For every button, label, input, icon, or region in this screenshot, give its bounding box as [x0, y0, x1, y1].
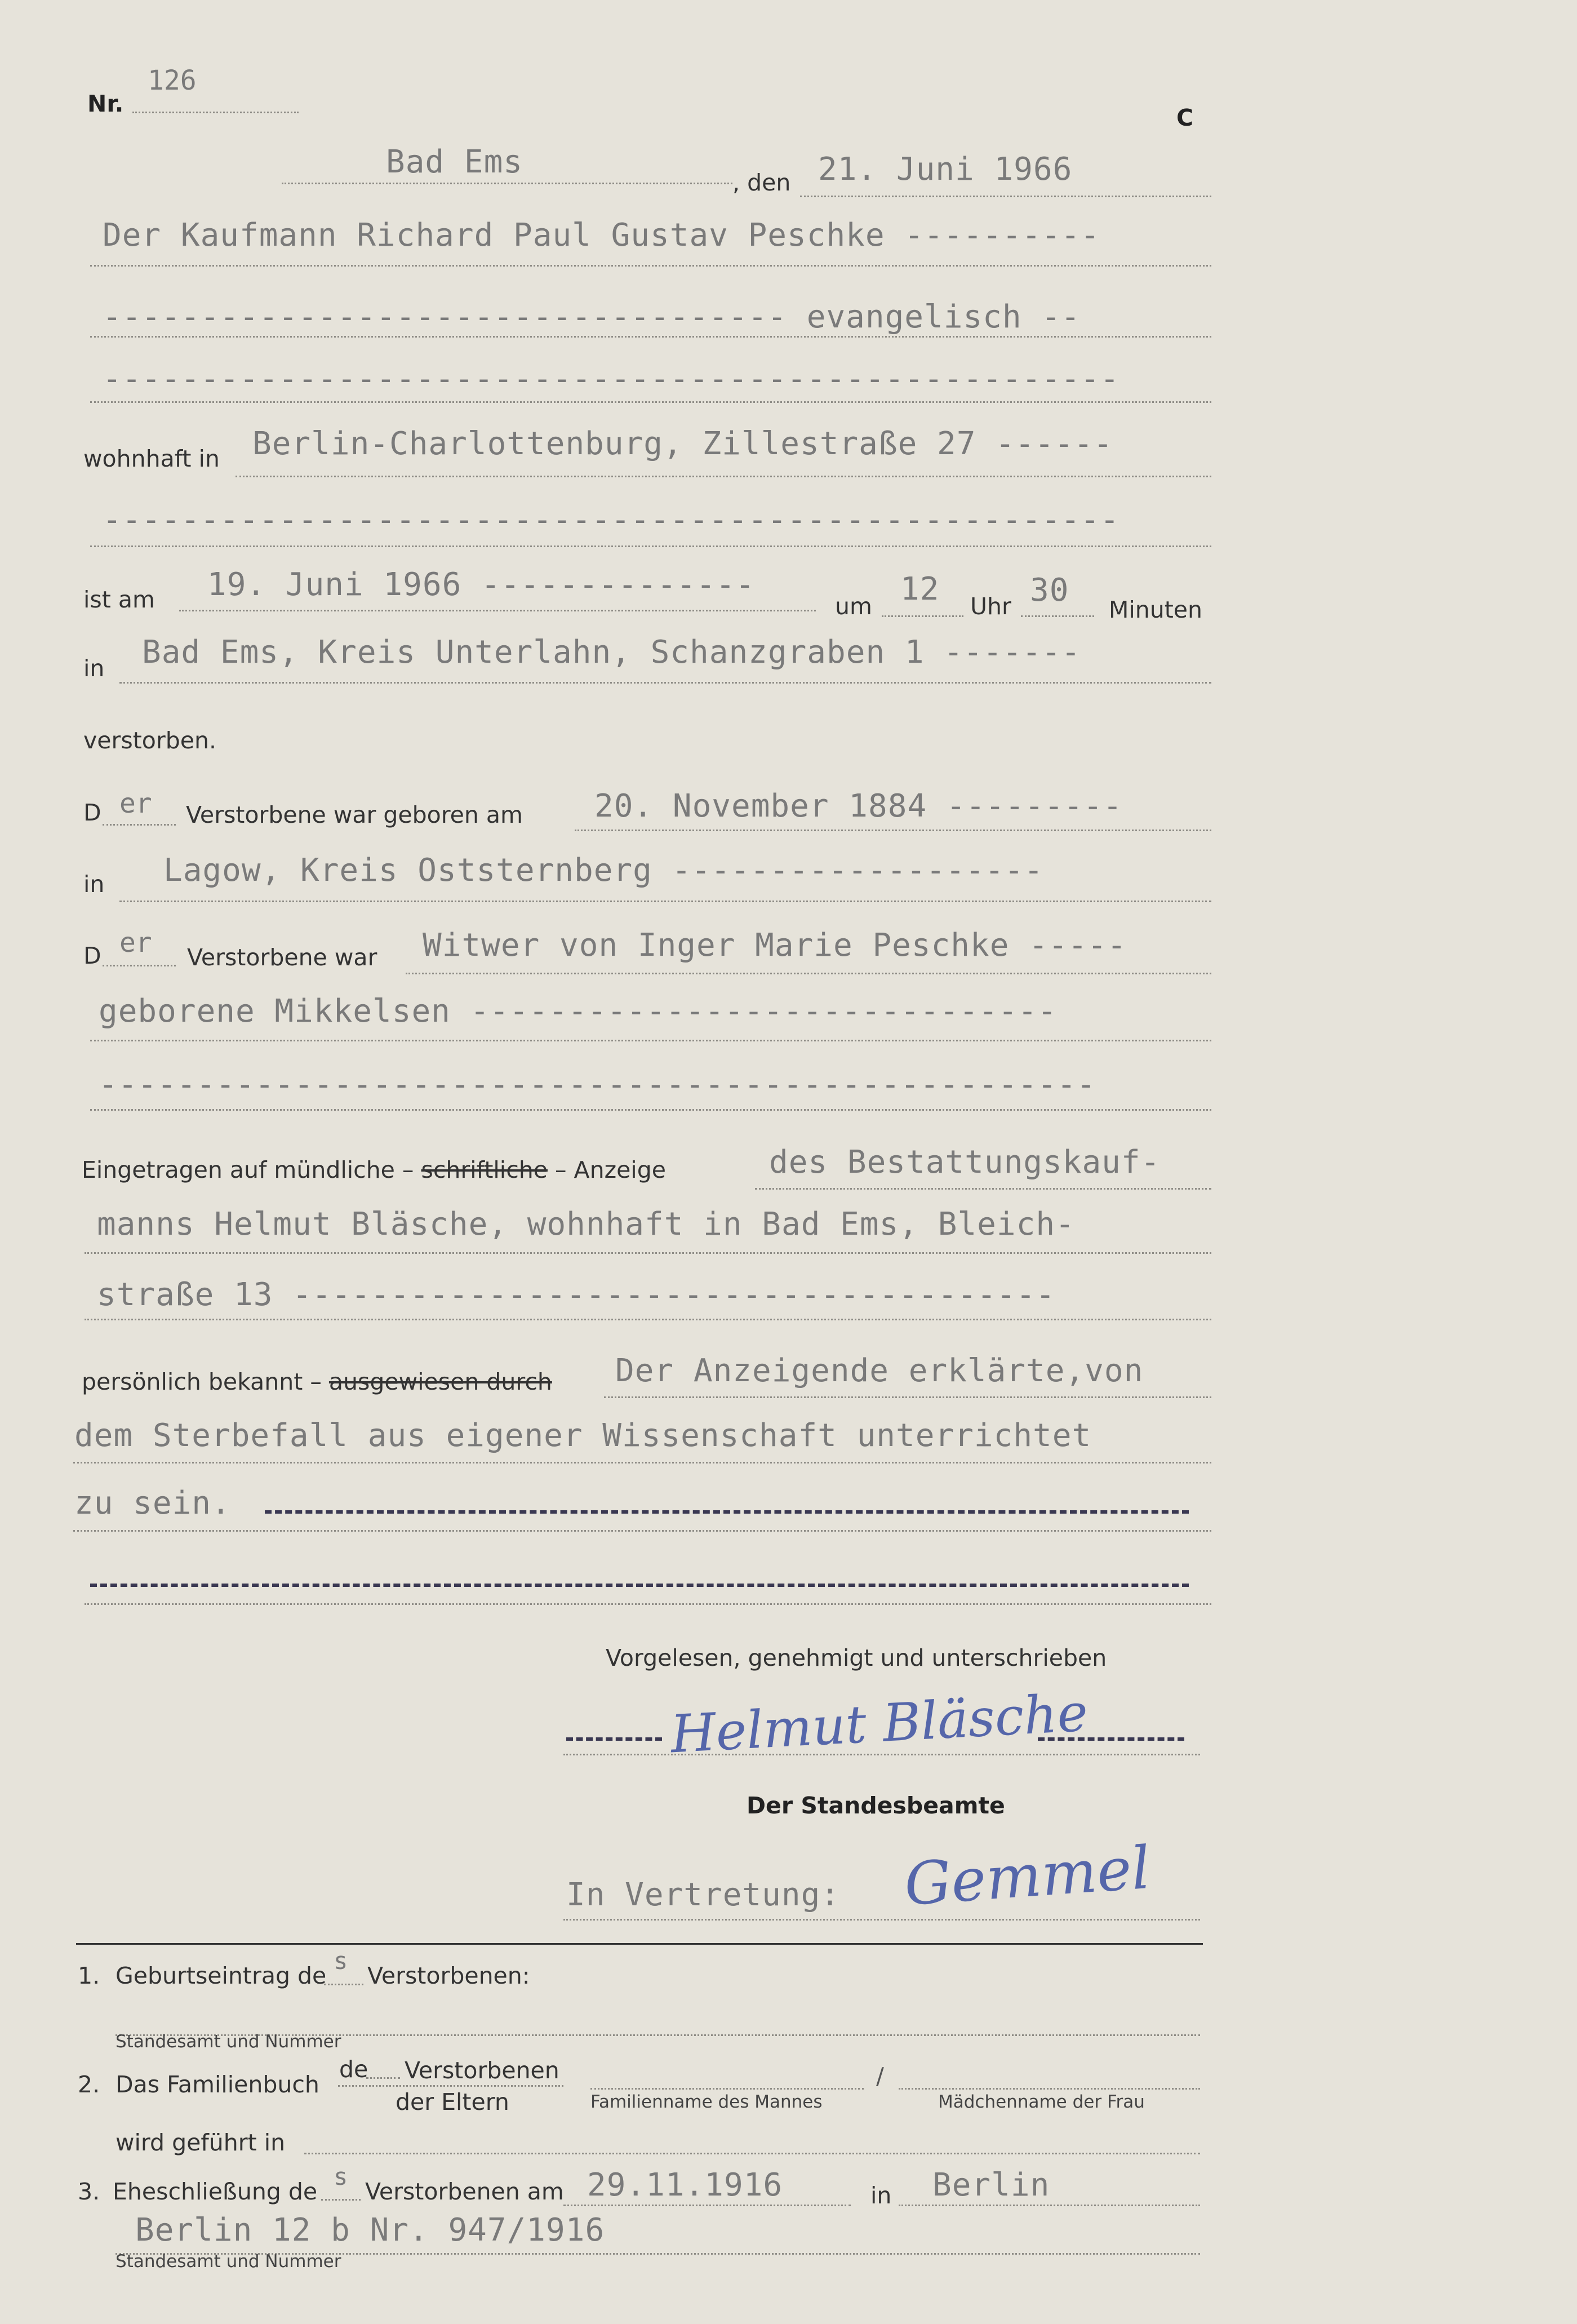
- informant-signature: Helmut Bläsche: [669, 1682, 1090, 1765]
- date-label: , den: [732, 169, 791, 196]
- note-3-date: 29.11.1916: [587, 2167, 783, 2203]
- death-date-value: 19. Juni 1966 --------------: [207, 566, 756, 603]
- report-line-3: straße 13 ---------------------------------------: [97, 1276, 1056, 1313]
- born-label: Verstorbene war geboren am: [186, 801, 523, 828]
- birth-suffix: er: [119, 788, 152, 819]
- report-line-3-rule: [85, 1319, 1211, 1320]
- uhr-label: Uhr: [970, 593, 1011, 620]
- note-1-label-b: Verstorbenen:: [367, 1962, 530, 1989]
- note-3-date-rule: [563, 2205, 851, 2206]
- date-value: 21. Juni 1966: [818, 151, 1073, 188]
- report-prefix: Eingetragen auf mündliche –: [82, 1156, 414, 1183]
- identity-line-4-rule: [85, 1603, 1211, 1605]
- marital-line-2: geborene Mikkelsen ------------------------------: [99, 993, 1058, 1030]
- note-2-label: Das Familienbuch: [116, 2071, 319, 2098]
- nr-line: [132, 112, 299, 113]
- marital-line-3-rule: [90, 1109, 1211, 1111]
- informant-signature-rule: [563, 1754, 1200, 1755]
- note-3-suffix: s: [334, 2163, 348, 2190]
- death-place-label: in: [83, 655, 105, 682]
- note-3-label-b: Verstorbenen am: [365, 2178, 564, 2205]
- nr-value: 126: [148, 65, 197, 96]
- note-2-number: 2.: [78, 2071, 100, 2098]
- birth-suffix-rule: [103, 824, 176, 826]
- note-3-registry: Berlin 12 b Nr. 947/1916: [135, 2212, 605, 2248]
- approval-text: Vorgelesen, genehmigt und unterschrieben: [606, 1644, 1107, 1671]
- note-1-suffix-rule: [324, 1984, 363, 1985]
- deputy-text: In Vertretung:: [566, 1877, 841, 1913]
- death-place-value: Bad Ems, Kreis Unterlahn, Schanzgraben 1 -------: [142, 634, 1081, 671]
- hour-value: 12: [900, 571, 940, 607]
- corner-letter: C: [1176, 104, 1194, 131]
- minute-value: 30: [1030, 572, 1069, 609]
- section-divider: [76, 1943, 1203, 1945]
- note-2-wife-caption: Mädchenname der Frau: [938, 2092, 1145, 2112]
- note-3-suffix-rule: [321, 2199, 361, 2201]
- official-label: Der Standesbeamte: [747, 1792, 1005, 1819]
- note-2-de: de: [339, 2056, 368, 2083]
- person-line-2: ----------------------------------- evangelisch --: [103, 299, 1081, 335]
- note-1-caption: Standesamt und Nummer: [116, 2032, 341, 2052]
- report-line-2: manns Helmut Bläsche, wohnhaft in Bad Ems, Bleich-: [97, 1206, 1075, 1243]
- note-1-label-a: Geburtseintrag de: [116, 1962, 327, 1989]
- official-signature-rule: [563, 1919, 1200, 1921]
- note-2-parents: der Eltern: [396, 2088, 509, 2115]
- death-place-rule: [119, 682, 1211, 684]
- minuten-label: Minuten: [1109, 596, 1203, 623]
- born-value: 20. November 1884 ---------: [594, 788, 1123, 824]
- note-2-option-rule: [338, 2085, 563, 2087]
- note-1-number: 1.: [78, 1962, 100, 1989]
- marital-label: Verstorbene war: [187, 944, 377, 971]
- marital-line-2-rule: [90, 1040, 1211, 1041]
- marital-line-3: ---------------------------------------------------: [99, 1066, 1096, 1103]
- residence-line-2: ----------------------------------------------------: [103, 502, 1120, 538]
- report-line-2-rule: [85, 1252, 1211, 1254]
- place-value: Bad Ems: [386, 144, 523, 180]
- note-2-kept: wird geführt in: [116, 2129, 286, 2156]
- note-3-caption: Standesamt und Nummer: [116, 2251, 341, 2272]
- identity-line-2: dem Sterbefall aus eigener Wissenschaft unterrichtet: [74, 1417, 1092, 1454]
- note-3-number: 3.: [78, 2178, 100, 2205]
- marital-suffix-rule: [103, 965, 176, 966]
- minute-rule: [1021, 615, 1094, 617]
- marital-suffix: er: [119, 927, 152, 959]
- nr-label: Nr.: [87, 90, 124, 117]
- dash-fill-2: [90, 1584, 1189, 1587]
- identity-line-3-rule: [73, 1530, 1211, 1532]
- born-rule: [575, 830, 1211, 831]
- note-3-label-a: Eheschließung de: [113, 2178, 318, 2205]
- residence-rule: [236, 476, 1211, 477]
- marital-line-1: Witwer von Inger Marie Peschke -----: [423, 927, 1127, 964]
- death-date-label: ist am: [83, 586, 155, 613]
- um-label: um: [835, 593, 872, 620]
- identity-line-1-rule: [604, 1396, 1211, 1398]
- person-line-1: Der Kaufmann Richard Paul Gustav Peschke ----------: [103, 217, 1100, 254]
- person-line-3-rule: [90, 401, 1211, 403]
- identity-line-3: zu sein.: [74, 1485, 231, 1522]
- birth-place-rule: [119, 901, 1211, 902]
- hour-rule: [882, 615, 963, 617]
- report-suffix: – Anzeige: [555, 1156, 666, 1183]
- residence-label: wohnhaft in: [83, 445, 220, 472]
- identity-label: [82, 1368, 552, 1395]
- place-line: [282, 183, 732, 184]
- identity-line-2-rule: [73, 1462, 1211, 1463]
- note-2-kept-rule: [304, 2153, 1200, 2154]
- date-line: [800, 196, 1211, 197]
- birth-place-value: Lagow, Kreis Oststernberg -------------------: [163, 852, 1044, 889]
- sig-dash-left: [566, 1737, 662, 1741]
- identity-struck: ausgewiesen durch: [328, 1368, 552, 1395]
- report-line-1-rule: [755, 1188, 1211, 1190]
- residence-value: Berlin-Charlottenburg, Zillestraße 27 ------: [252, 425, 1113, 462]
- death-date-rule: [179, 610, 816, 611]
- note-2-slash: /: [876, 2063, 884, 2090]
- person-line-2-rule: [90, 336, 1211, 338]
- person-line-1-rule: [90, 265, 1211, 267]
- note-2-husband-rule: [590, 2088, 864, 2090]
- note-2-deceased: Verstorbenen: [405, 2057, 559, 2084]
- verstorben-label: verstorben.: [83, 727, 216, 754]
- identity-prefix: persönlich bekannt –: [82, 1368, 322, 1395]
- marital-d-label: D: [83, 942, 101, 969]
- note-3-place: Berlin: [932, 2167, 1050, 2203]
- marital-line-1-rule: [406, 973, 1211, 974]
- sig-dash-right: [1038, 1737, 1184, 1741]
- note-2-wife-rule: [899, 2088, 1200, 2090]
- note-3-in: in: [870, 2182, 892, 2209]
- note-2-husband-caption: Familienname des Mannes: [590, 2092, 823, 2112]
- note-3-place-rule: [899, 2205, 1200, 2206]
- birth-place-label: in: [83, 871, 105, 898]
- person-line-3: ----------------------------------------------------: [103, 361, 1120, 397]
- report-struck: schriftliche: [421, 1156, 548, 1183]
- note-1-suffix: s: [334, 1947, 348, 1975]
- birth-d-label: D: [83, 799, 101, 826]
- note-2-de-rule: [366, 2077, 400, 2079]
- official-signature: Gemmel: [902, 1833, 1153, 1919]
- residence-line-2-rule: [90, 545, 1211, 547]
- identity-line-1: Der Anzeigende erklärte,von: [615, 1352, 1144, 1389]
- report-label: [82, 1156, 666, 1183]
- dash-fill-1: [265, 1510, 1189, 1514]
- report-line-1: des Bestattungskauf-: [769, 1144, 1161, 1181]
